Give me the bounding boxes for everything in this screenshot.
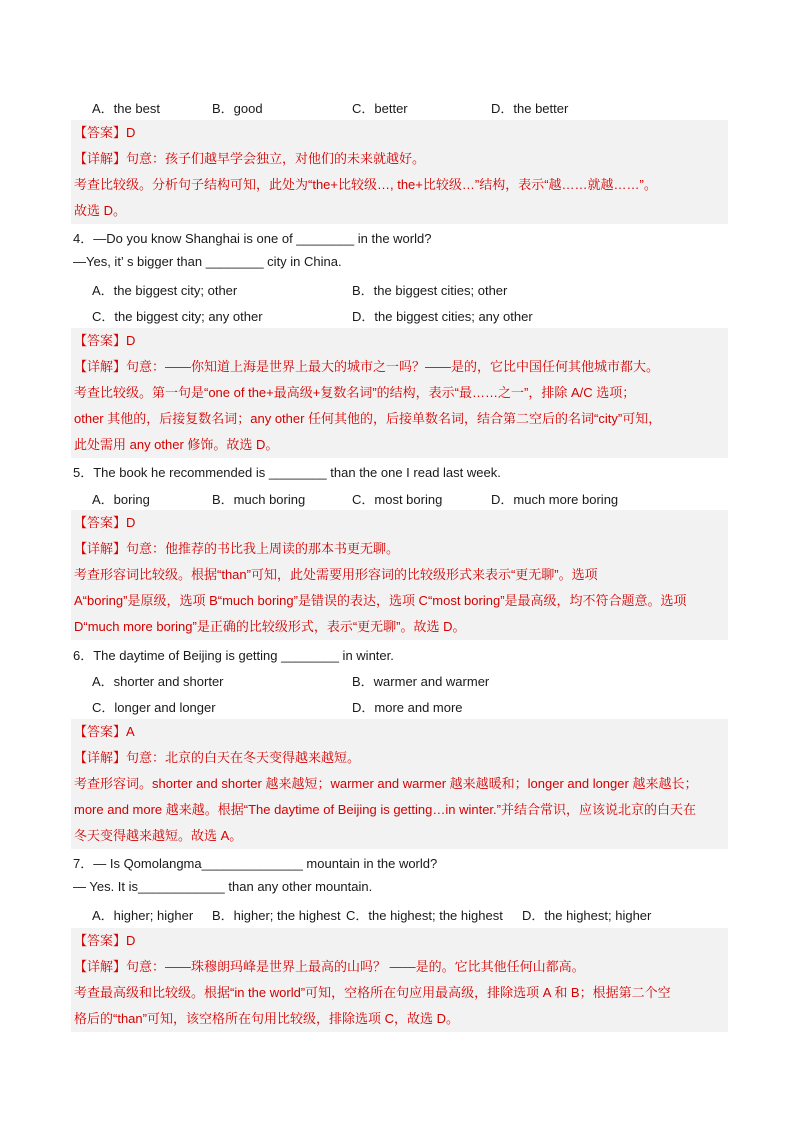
q6-answer-box <box>71 719 728 849</box>
q3-answer: 【答案】D <box>74 125 136 140</box>
q4-options-row-2 <box>92 306 712 326</box>
q4-option-d: D．the biggest cities; any other <box>352 309 533 324</box>
q4-options-row-1 <box>92 280 712 300</box>
q5-answer: 【答案】D <box>74 515 136 530</box>
q6-explain-3: more and more 越来越。根据“The daytime of Beijing is getting…in winter.”并结合常识，应该说北京的白天在 <box>74 802 696 817</box>
q6-option-a: A．shorter and shorter <box>92 674 224 689</box>
q3-answer-box <box>71 120 728 224</box>
q5-explain-3: A“boring”是原级，选项 B“much boring”是错误的表达，选项 C“most boring”是最高级，均不符合题意。选项 <box>74 593 687 608</box>
q6-option-d: D．more and more <box>352 700 463 715</box>
q3-explain-1: 【详解】句意：孩子们越早学会独立，对他们的未来就越好。 <box>74 151 426 166</box>
q5-explain-2: 考查形容词比较级。根据“than”可知，此处需要用形容词的比较级形式来表示“更无聊”。选项 <box>74 567 598 582</box>
q3-options <box>92 98 712 118</box>
q7-option-c: C．the highest; the highest <box>346 908 503 923</box>
q6-explain-2: 考查形容词。shorter and shorter 越来越短；warmer and warmer 越来越暖和；longer and longer 越来越长； <box>74 776 698 791</box>
q6-options-row-2 <box>92 697 712 717</box>
q7-line-2: — Yes. It is____________ than any other mountain. <box>73 879 373 894</box>
q7-option-d: D．the highest; higher <box>522 908 652 923</box>
q4-line-1: 4．—Do you know Shanghai is one of ________ in the world? <box>73 231 432 246</box>
q4-answer-box <box>71 328 728 458</box>
q5-option-d: D．much more boring <box>491 492 619 507</box>
q6-explain-1: 【详解】句意：北京的白天在冬天变得越来越短。 <box>74 750 361 765</box>
q6-option-c: C．longer and longer <box>92 700 216 715</box>
q5-options <box>92 489 712 509</box>
q7-explain-3: 格后的“than”可知，该空格所在句用比较级，排除选项 C，故选 D。 <box>74 1011 459 1026</box>
q7-explain-2: 考查最高级和比较级。根据“in the world”可知，空格所在句应用最高级，排除选项 A 和 B；根据第二个空 <box>74 985 671 1000</box>
q5-answer-box <box>71 510 728 640</box>
q4-explain-2: 考查比较级。第一句是“one of the+最高级+复数名词”的结构，表示“最……之一”，排除 A/C 选项； <box>74 385 636 400</box>
q6-options-row-1 <box>92 671 712 691</box>
q7-option-b: B．higher; the highest <box>212 908 341 923</box>
q5-line-1: 5．The book he recommended is ________ than the one I read last week. <box>73 465 501 480</box>
q4-option-c: C．the biggest city; any other <box>92 309 263 324</box>
q4-option-b: B．the biggest cities; other <box>352 283 508 298</box>
q5-explain-1: 【详解】句意：他推荐的书比我上周读的那本书更无聊。 <box>74 541 400 556</box>
q4-explain-3: other 其他的，后接复数名词；any other 任何其他的，后接单数名词，结合第二空后的名词“city”可知， <box>74 411 662 426</box>
q4-answer: 【答案】D <box>74 333 136 348</box>
q5-option-a: A．boring <box>92 492 150 507</box>
q7-option-a: A．higher; higher <box>92 908 194 923</box>
q5-option-c: C．most boring <box>352 492 443 507</box>
q4-option-a: A．the biggest city; other <box>92 283 238 298</box>
q4-explain-1: 【详解】句意：——你知道上海是世界上最大的城市之一吗？——是的，它比中国任何其他城市都大。 <box>74 359 660 374</box>
q6-explain-4: 冬天变得越来越短。故选 A。 <box>74 828 243 843</box>
q5-explain-4: D“much more boring”是正确的比较级形式，表示“更无聊”。故选 D。 <box>74 619 466 634</box>
q7-options <box>92 905 712 925</box>
q7-explain-1: 【详解】句意：——珠穆朗玛峰是世界上最高的山吗？ ——是的。它比其他任何山都高。 <box>74 959 585 974</box>
q3-option-a: A．the best <box>92 101 160 116</box>
q7-answer: 【答案】D <box>74 933 136 948</box>
q6-line-1: 6．The daytime of Beijing is getting ________ in winter. <box>73 648 394 663</box>
q6-option-b: B．warmer and warmer <box>352 674 490 689</box>
q5-option-b: B．much boring <box>212 492 306 507</box>
q6-answer: 【答案】A <box>74 724 135 739</box>
q3-explain-2: 考查比较级。分析句子结构可知，此处为“the+比较级…, the+比较级…”结构，表示“越……就越……”。 <box>74 177 657 192</box>
q4-line-2: —Yes, it’ s bigger than ________ city in China. <box>73 254 342 269</box>
q4-explain-4: 此处需用 any other 修饰。故选 D。 <box>74 437 279 452</box>
q3-option-b: B．good <box>212 101 263 116</box>
q3-option-d: D．the better <box>491 101 569 116</box>
q3-option-c: C．better <box>352 101 408 116</box>
q3-explain-3: 故选 D。 <box>74 203 127 218</box>
q7-line-1: 7．— Is Qomolangma______________ mountain in the world? <box>73 856 438 871</box>
q7-answer-box <box>71 928 728 1032</box>
